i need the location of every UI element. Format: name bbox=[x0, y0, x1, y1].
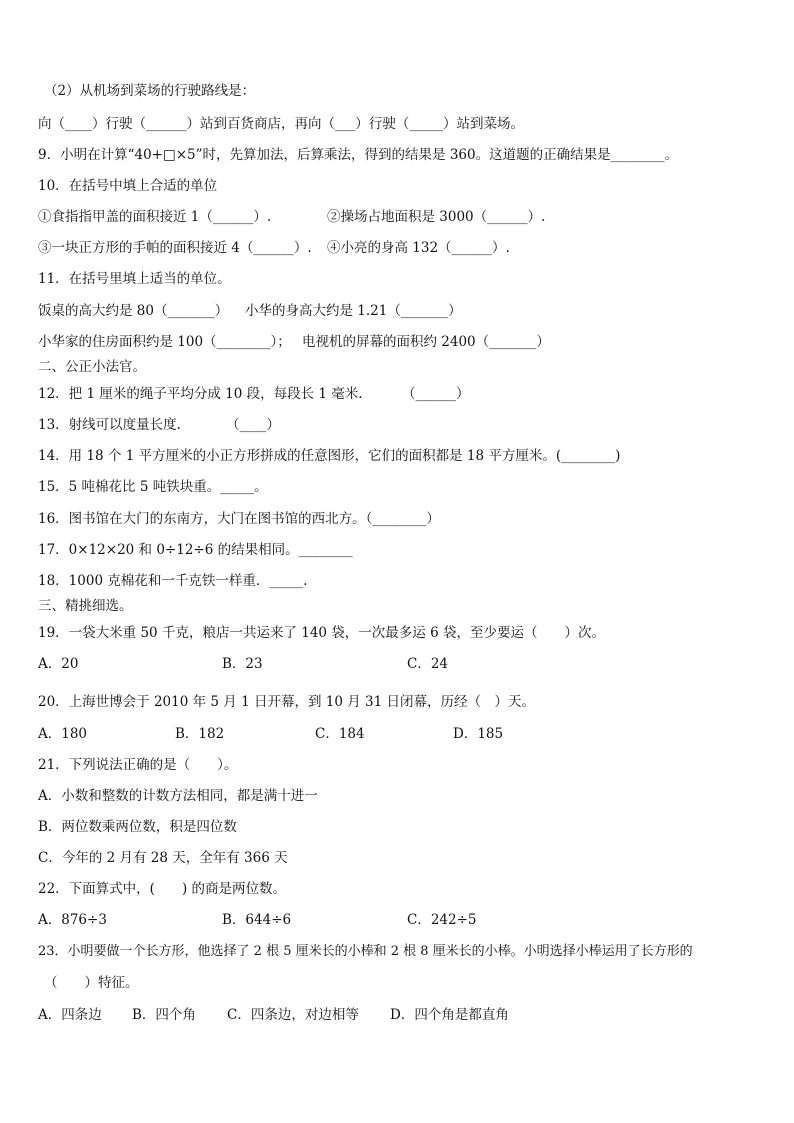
q10-item4: ④小亮的身高 132（______）. bbox=[327, 240, 510, 256]
q8-sub2-heading: （2）从机场到菜场的行驶路线是： bbox=[44, 83, 256, 99]
q12-blank: （______） bbox=[402, 386, 470, 402]
q22-option-b: B．644÷6 bbox=[222, 912, 292, 928]
q11-item1: 饭桌的高大约是 80（_______） bbox=[38, 303, 229, 319]
q20-text: 20．上海世博会于 2010 年 5 月 1 日开幕，到 10 月 31 日闭幕，历经（ ）天。 bbox=[38, 694, 535, 710]
q19-option-b: B．23 bbox=[222, 656, 263, 672]
q10-item2: ②操场占地面积是 3000（______）. bbox=[327, 209, 546, 225]
q20-option-b: B．182 bbox=[175, 726, 225, 742]
q19-option-c: C．24 bbox=[407, 656, 449, 672]
q16-text: 16．图书馆在大门的东南方，大门在图书馆的西北方。（________） bbox=[38, 511, 440, 527]
q20-option-c: C．184 bbox=[315, 726, 365, 742]
q23-option-c: C．四条边，对边相等 bbox=[227, 1007, 359, 1023]
q21-option-b: B．两位数乘两位数，积是四位数 bbox=[38, 819, 237, 835]
q11-item2: 小华的身高大约是 1.21（_______） bbox=[245, 303, 462, 319]
q23-text-cont: （ ）特征。 bbox=[44, 975, 139, 991]
q20-option-a: A．180 bbox=[38, 726, 88, 742]
q21-text: 21．下列说法正确的是（ ）。 bbox=[38, 757, 238, 773]
q22-text: 22．下面算式中，( ) 的商是两位数。 bbox=[38, 881, 287, 897]
q22-option-a: A．876÷3 bbox=[38, 912, 107, 928]
q23-option-d: D．四个角是都直角 bbox=[390, 1007, 509, 1023]
q23-text: 23．小明要做一个长方形，他选择了 2 根 5 厘米长的小棒和 2 根 8 厘米长的小棒。小明选择小棒运用了长方形的 bbox=[38, 944, 693, 959]
q13-blank: （____） bbox=[226, 417, 280, 433]
q19-text: 19．一袋大米重 50 千克，粮店一共运来了 140 袋，一次最多运 6 袋，至少要运（ ）次。 bbox=[38, 625, 605, 641]
q23-option-a: A．四条边 bbox=[38, 1007, 102, 1023]
q19-option-a: A．20 bbox=[38, 656, 79, 672]
q21-option-c: C．今年的 2 月有 28 天，全年有 366 天 bbox=[38, 850, 288, 866]
q14-text: 14．用 18 个 1 平方厘米的小正方形拼成的任意图形，它们的面积都是 18 平方厘米。(________) bbox=[38, 448, 621, 464]
q12-text: 12．把 1 厘米的绳子平均分成 10 段，每段长 1 毫米. bbox=[38, 386, 363, 402]
section2-heading: 二、公正小法官。 bbox=[38, 359, 146, 375]
q9-text: 9．小明在计算“40+□×5”时，先算加法，后算乘法，得到的结果是 360。这道题的正确结果是________。 bbox=[38, 147, 679, 163]
q23-option-b: B．四个角 bbox=[132, 1007, 196, 1023]
q18-text: 18．1000 克棉花和一千克铁一样重．_____. bbox=[38, 573, 308, 589]
q15-text: 15．5 吨棉花比 5 吨铁块重。_____。 bbox=[38, 479, 268, 495]
q11-item3: 小华家的住房面积约是 100（________）； bbox=[38, 334, 291, 350]
q11-item4: 电视机的屏幕的面积约 2400（_______） bbox=[302, 334, 550, 350]
q22-option-c: C．242÷5 bbox=[407, 912, 477, 928]
q11-heading: 11．在括号里填上适当的单位。 bbox=[38, 271, 231, 287]
q13-text: 13．射线可以度量长度. bbox=[38, 417, 181, 433]
q10-heading: 10．在括号中填上合适的单位 bbox=[38, 178, 218, 194]
q10-item1: ①食指指甲盖的面积接近 1（______）. bbox=[38, 209, 272, 225]
q8-route-fill: 向（____）行驶（______）站到百货商店，再向（___）行驶（_____）站到菜场。 bbox=[38, 116, 524, 132]
q21-option-a: A．小数和整数的计数方法相同，都是满十进一 bbox=[38, 788, 318, 804]
q10-item3: ③一块正方形的手帕的面积接近 4（______）. bbox=[38, 240, 312, 256]
q20-option-d: D．185 bbox=[453, 726, 504, 742]
q17-text: 17．0×12×20 和 0÷12÷6 的结果相同。________ bbox=[38, 542, 353, 558]
section3-heading: 三、精挑细选。 bbox=[38, 598, 133, 614]
